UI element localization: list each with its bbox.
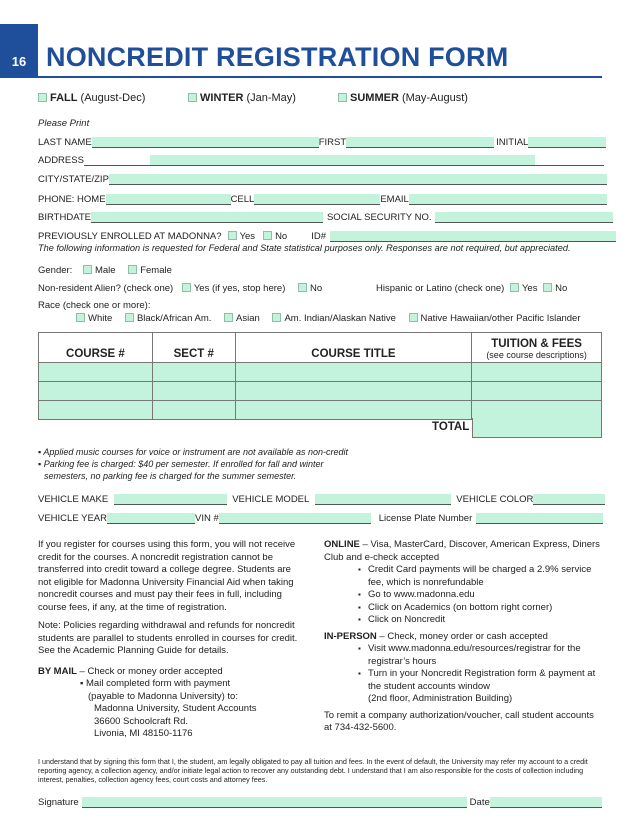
table-row	[39, 382, 602, 401]
prev-yes-option[interactable]: Yes	[228, 231, 256, 242]
black-checkbox[interactable]	[125, 313, 134, 322]
legal-text: I understand that by signing this form that I, the student, am legally obligated to pay all tuition and fees. In the event of default, the University may refer my account to a credit reporting agency, a collection agency, and/or initiate legal action to recover any outstanding debt. I understand that I am also responsible for the costs of collection including interest, penalties, collection agency fees, court costs and attorney fees.	[38, 757, 588, 784]
list-item: ▪ Visit www.madonna.edu/resources/registrar for the registrar’s hours	[358, 643, 602, 668]
birthdate-field[interactable]	[91, 212, 323, 223]
alien-no[interactable]: No	[298, 283, 322, 294]
left-column: If you register for courses using this form, you will not receive credit for the courses. A noncredit registration cannot be transferred into credit toward a college degree. Students are not eligible for Madonna University Financial Aid when taking noncredit courses and must pay their fees in full, including course fees, if any, at the time of registration. Note: Policies regarding withdrawal and refunds for noncredit students are parallel to students enrolled in courses for credit. See the Academic Planning Guide for details. BY MAIL – Check or money order accepted ▪ Mail completed form with payment (payable to Madonna University) to: Madonna University, Student Accounts 36600 Schoolcraft Rd. Livonia, MI 48150-1176	[38, 539, 298, 739]
hispanic-no[interactable]: No	[543, 283, 567, 294]
title-cell[interactable]	[235, 382, 472, 401]
course-title-header: COURSE TITLE	[235, 333, 472, 363]
list-item: ▪ Click on Noncredit	[358, 614, 602, 627]
email-field[interactable]	[409, 194, 607, 205]
course-cell[interactable]	[39, 382, 153, 401]
tuition-cell[interactable]	[472, 401, 602, 420]
page-title: NONCREDIT REGISTRATION FORM	[46, 42, 509, 72]
gender-row: Gender: Male Female	[38, 265, 172, 276]
total-label: TOTAL	[432, 421, 470, 433]
hispanic-row: Hispanic or Latino (check one) Yes No	[376, 283, 568, 294]
am-indian-checkbox[interactable]	[272, 313, 281, 322]
term-winter[interactable]: WINTER (Jan-May)	[188, 92, 296, 104]
white-checkbox[interactable]	[76, 313, 85, 322]
vehicle-make-field[interactable]	[114, 494, 227, 505]
right-column: ONLINE – Visa, MasterCard, Discover, American Express, Diners Club and e-check accepted ▪ Credit Card payments will be charged a 2.9% service fee, which is nonrefundable ▪ Go to www.madonna.edu ▪ Click on Academics (on bottom right corner) ▪ Click on Noncredit IN-PERSON – Check, money order or cash accepted ▪ Visit www.madonna.edu/resources/registrar for the registrar’s hours ▪ Turn in your Noncredit Registration form & payment at the student accounts window (2nd floor, Administration Building) To remit a company authorization/voucher, call student accounts at 734-432-5600.	[324, 539, 602, 741]
sect-cell[interactable]	[152, 382, 235, 401]
alien-no-checkbox[interactable]	[298, 283, 307, 292]
tuition-header: TUITION & FEES (see course descriptions)	[472, 333, 602, 363]
title-divider	[38, 76, 602, 78]
name-row: LAST NAME FIRST INITIAL	[38, 135, 602, 148]
home-phone-field[interactable]	[106, 194, 231, 205]
statistical-note: The following information is requested for Federal and State statistical purposes only. Responses are not required, but appreciated.	[38, 243, 571, 253]
winter-checkbox[interactable]	[188, 93, 197, 102]
note-item: ▪ Applied music courses for voice or instrument are not available as non-credit	[38, 447, 349, 457]
address-field[interactable]	[150, 155, 535, 166]
license-plate-field[interactable]	[476, 513, 603, 524]
initial-field[interactable]	[528, 137, 606, 148]
race-options	[76, 313, 581, 324]
fall-checkbox[interactable]	[38, 93, 47, 102]
vehicle-color-field[interactable]	[533, 494, 605, 505]
asian-checkbox[interactable]	[224, 313, 233, 322]
previously-enrolled-row: PREVIOUSLY ENROLLED AT MADONNA? Yes No ID#	[38, 229, 602, 242]
note-item: semesters, no parking fee is charged for the summer semester.	[44, 471, 297, 481]
course-number-header: COURSE #	[39, 333, 153, 363]
hispanic-yes[interactable]: Yes	[510, 283, 538, 294]
race-asian[interactable]: Asian	[224, 313, 260, 324]
prev-no-checkbox[interactable]	[263, 231, 272, 240]
gender-female[interactable]: Female	[128, 265, 172, 276]
page-number: 16	[0, 24, 38, 78]
hawaiian-checkbox[interactable]	[409, 313, 418, 322]
title-cell[interactable]	[235, 363, 472, 382]
vehicle-year-field[interactable]	[107, 513, 195, 524]
sect-cell[interactable]	[152, 401, 235, 420]
list-item: ▪ Turn in your Noncredit Registration form & payment at the student accounts window	[358, 668, 602, 693]
list-item: ▪ Credit Card payments will be charged a 2.9% service fee, which is nonrefundable	[358, 564, 602, 589]
prev-yes-checkbox[interactable]	[228, 231, 237, 240]
city-row: CITY/STATE/ZIP	[38, 172, 602, 185]
ssn-field[interactable]	[435, 212, 613, 223]
hispanic-no-checkbox[interactable]	[543, 283, 552, 292]
course-cell[interactable]	[39, 363, 153, 382]
vehicle-row-1: VEHICLE MAKE VEHICLE MODEL VEHICLE COLOR	[38, 492, 602, 505]
notes	[38, 446, 348, 482]
please-print: Please Print	[38, 118, 90, 129]
student-id-field[interactable]	[330, 231, 616, 242]
vehicle-model-field[interactable]	[315, 494, 451, 505]
race-black[interactable]: Black/African Am.	[125, 313, 211, 324]
city-state-zip-field[interactable]	[109, 174, 607, 185]
date-field[interactable]	[490, 797, 602, 808]
summer-checkbox[interactable]	[338, 93, 347, 102]
first-name-field[interactable]	[346, 137, 494, 148]
birthdate-row: BIRTHDATE SOCIAL SECURITY NO.	[38, 210, 602, 223]
sect-cell[interactable]	[152, 363, 235, 382]
signature-field[interactable]	[82, 797, 467, 808]
cell-phone-field[interactable]	[254, 194, 380, 205]
male-checkbox[interactable]	[83, 265, 92, 274]
tuition-cell[interactable]	[472, 382, 602, 401]
note-item: ▪ Parking fee is charged: $40 per semester. If enrolled for fall and winter	[38, 459, 324, 469]
vehicle-row-2: VEHICLE YEAR VIN # License Plate Number	[38, 511, 602, 524]
section-header: SECT #	[152, 333, 235, 363]
table-row	[39, 401, 602, 420]
last-name-field[interactable]	[92, 137, 319, 148]
title-cell[interactable]	[235, 401, 472, 420]
race-white[interactable]: White	[76, 313, 112, 324]
hispanic-yes-checkbox[interactable]	[510, 283, 519, 292]
vin-field[interactable]	[219, 513, 371, 524]
course-table	[38, 332, 602, 420]
prev-no-option[interactable]: No	[263, 231, 287, 242]
race-label: Race (check one or more):	[38, 300, 151, 311]
alien-row: Non-resident Alien? (check one) Yes (if yes, stop here) No	[38, 283, 323, 294]
address-row: ADDRESS	[38, 153, 602, 166]
female-checkbox[interactable]	[128, 265, 137, 274]
alien-yes[interactable]: Yes (if yes, stop here)	[182, 283, 286, 294]
course-cell[interactable]	[39, 401, 153, 420]
list-item: ▪ Go to www.madonna.edu	[358, 589, 602, 602]
total-field[interactable]	[472, 418, 602, 438]
tuition-cell[interactable]	[472, 363, 602, 382]
signature-row: Signature Date	[38, 795, 602, 808]
phone-row: PHONE: HOME CELL EMAIL	[38, 192, 602, 205]
race-hawaiian[interactable]: Native Hawaiian/other Pacific Islander	[409, 313, 581, 324]
list-item: ▪ Click on Academics (on bottom right corner)	[358, 602, 602, 615]
term-fall[interactable]: FALL (August-Dec)	[38, 92, 145, 104]
gender-male[interactable]: Male	[83, 265, 116, 276]
list-item: (2nd floor, Administration Building)	[368, 693, 513, 704]
race-am-indian[interactable]: Am. Indian/Alaskan Native	[272, 313, 395, 324]
table-row	[39, 363, 602, 382]
alien-yes-checkbox[interactable]	[182, 283, 191, 292]
term-summer[interactable]: SUMMER (May-August)	[338, 92, 468, 104]
